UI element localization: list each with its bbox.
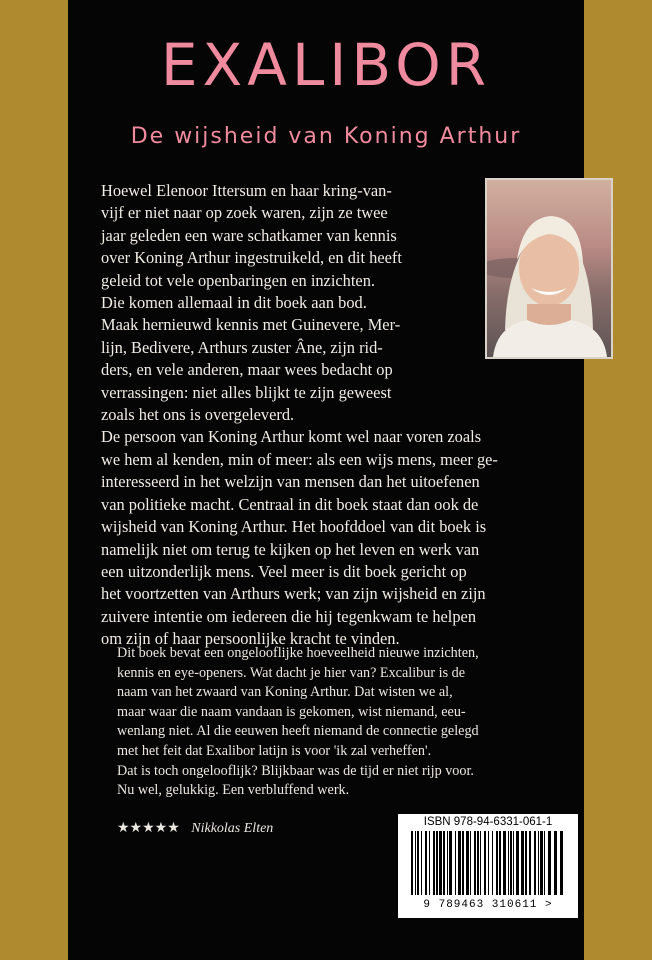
back-cover-panel [68, 0, 584, 960]
barcode-bars [403, 831, 573, 901]
barcode [398, 814, 578, 918]
description-line: over Koning Arthur ingestruikeld, en dit heeft [101, 248, 402, 268]
review-line: maar waar die naam vandaan is gekomen, wist niemand, eeu- [117, 703, 466, 720]
barcode-bar [510, 831, 512, 895]
barcode-bar [554, 831, 557, 895]
barcode-bar [455, 831, 456, 895]
description-line: om zijn of haar persoonlijke kracht te vinden. [101, 629, 400, 649]
barcode-bar [477, 831, 479, 895]
book-title: EXALIBOR [160, 31, 492, 99]
review-line: met het feit dat Exalibor latijn is voor 'ik zal verheffen'. [117, 742, 432, 759]
barcode-bar [508, 831, 509, 895]
barcode-bar [492, 831, 493, 895]
barcode-bar [449, 831, 452, 895]
barcode-bar [548, 831, 551, 895]
review-line: Dat is toch ongelooflijk? Blijkbaar was de tijd er niet rijp voor. [117, 762, 474, 779]
description-line: Die komen allemaal in dit boek aan bod. [101, 293, 367, 313]
barcode-bar [458, 831, 461, 895]
barcode-bar [488, 831, 489, 895]
barcode-bar [415, 831, 416, 895]
barcode-bar [429, 831, 430, 895]
barcode-bar [436, 831, 438, 895]
description-line: Maak hernieuwd kennis met Guinevere, Mer- [101, 315, 401, 335]
barcode-bar [480, 831, 481, 895]
reviewer-name: Nikkolas Elten [191, 821, 274, 836]
barcode-number: 9 789463 310611 > [423, 899, 553, 911]
review-line: naam van het zwaard van Koning Arthur. Dat wisten we al, [117, 684, 453, 701]
description-line: geleid tot vele openbaringen en inzichten. [101, 270, 375, 290]
review-line: kennis en eye-openers. Wat dacht je hier van? Excalibur is de [117, 664, 466, 681]
description-line: zuivere intentie om iedereen die hij tegenkwam te helpen [101, 606, 477, 626]
barcode-bar [433, 831, 435, 895]
barcode-bar [443, 831, 445, 895]
barcode-bar [513, 831, 514, 895]
description-line: vijf er niet naar op zoek waren, zijn ze twee [101, 203, 388, 223]
barcode-bar [516, 831, 519, 895]
description-line: jaar geleden een ware schatkamer van kennis [101, 225, 397, 245]
review-line: Nu wel, gelukkig. Een verbluffend werk. [117, 782, 350, 799]
description-line: ders, en vele anderen, maar wees bedacht op [101, 360, 393, 380]
review-rating [117, 820, 273, 837]
barcode-bar [484, 831, 486, 895]
barcode-bar [417, 831, 419, 895]
description-line: een uitzonderlijk mens. Veel meer is dit boek gericht op [101, 561, 467, 581]
description-line: De persoon van Koning Arthur komt wel naar voren zoals [101, 427, 482, 447]
book-subtitle: De wijsheid van Koning Arthur [130, 124, 522, 149]
review-line: wenlang niet. Al die eeuwen heeft niemand de connectie gelegd [117, 723, 479, 740]
star-rating-icon: ★★★★★ [117, 821, 180, 836]
description-line: we hem al kenden, min of meer: als een wijs mens, meer ge- [101, 449, 498, 469]
barcode-bar [474, 831, 476, 895]
barcode-bar [544, 831, 545, 895]
barcode-bar [525, 831, 527, 895]
description-line: van politieke macht. Centraal in dit boek staat dan ook de [101, 494, 479, 514]
barcode-bar [421, 831, 422, 895]
barcode-bar [503, 831, 506, 895]
description-line: lijn, Bedivere, Arthurs zuster Âne, zijn rid- [101, 337, 383, 357]
description-line: verrassingen: niet alles blijkt te zijn geweest [101, 382, 392, 402]
barcode-bar [470, 831, 471, 895]
barcode-bar [538, 831, 539, 895]
description-line: zoals het ons is overgeleverd. [101, 405, 295, 425]
review-line: Dit boek bevat een ongelooflijke hoeveelheid nieuwe inzichten, [117, 645, 479, 661]
barcode-bar [499, 831, 501, 895]
barcode-bar [466, 831, 469, 895]
barcode-bar [425, 831, 427, 895]
barcode-bar [411, 831, 413, 895]
barcode-bar [529, 831, 531, 895]
barcode-bar [540, 831, 543, 895]
barcode-bar [560, 831, 563, 895]
barcode-bar [439, 831, 442, 895]
description-line: namelijk niet om terug te kijken op het leven en werk van [101, 539, 480, 559]
barcode-bar [521, 831, 524, 895]
book-description [101, 180, 553, 651]
barcode-bar [496, 831, 498, 895]
description-line: wijsheid van Koning Arthur. Het hoofddoel van dit boek is [101, 517, 487, 537]
barcode-bar [462, 831, 464, 895]
review-text [117, 644, 537, 801]
barcode-bar [534, 831, 536, 895]
barcode-bar [447, 831, 448, 895]
isbn-label: ISBN 978-94-6331-061-1 [423, 816, 553, 828]
description-line: het voortzetten van Arthurs werk; van zijn wijsheid en zijn [101, 584, 486, 604]
description-line: Hoewel Elenoor Ittersum en haar kring-van- [101, 181, 392, 200]
description-line: interesseerd in het welzijn van mensen dan het uitoefenen [101, 472, 480, 492]
